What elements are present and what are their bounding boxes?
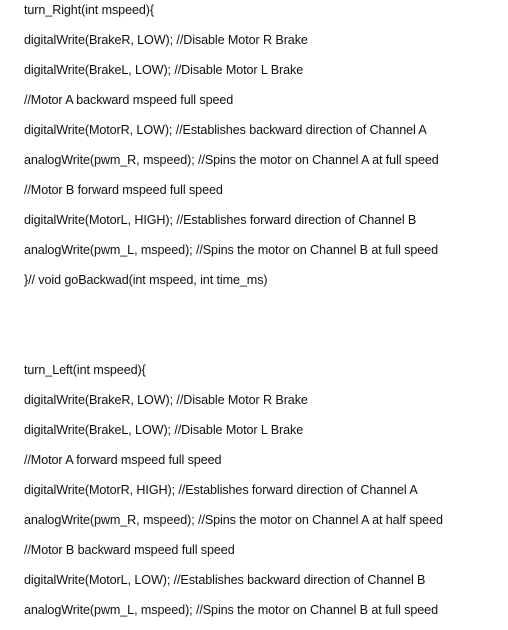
code-line-function-header: turn_Left(int mspeed){ bbox=[24, 363, 146, 377]
code-line: analogWrite(pwm_R, mspeed); //Spins the motor on Channel A at half speed bbox=[24, 513, 443, 527]
code-line-closing-brace: }// void goBackwad(int mspeed, int time_ms) bbox=[24, 273, 268, 287]
code-line: digitalWrite(MotorR, HIGH); //Establishes forward direction of Channel A bbox=[24, 483, 418, 497]
code-line: analogWrite(pwm_R, mspeed); //Spins the motor on Channel A at full speed bbox=[24, 153, 439, 167]
code-line-function-header: turn_Right(int mspeed){ bbox=[24, 3, 155, 17]
code-line: analogWrite(pwm_L, mspeed); //Spins the motor on Channel B at full speed bbox=[24, 603, 438, 617]
code-line: digitalWrite(BrakeL, LOW); //Disable Motor L Brake bbox=[24, 63, 304, 77]
code-line: digitalWrite(BrakeL, LOW); //Disable Motor L Brake bbox=[24, 423, 304, 437]
code-line: digitalWrite(BrakeR, LOW); //Disable Motor R Brake bbox=[24, 33, 308, 47]
code-line: digitalWrite(MotorR, LOW); //Establishes backward direction of Channel A bbox=[24, 123, 427, 137]
code-comment-line: //Motor B backward mspeed full speed bbox=[24, 543, 235, 557]
code-comment-line: //Motor B forward mspeed full speed bbox=[24, 183, 223, 197]
code-line: analogWrite(pwm_L, mspeed); //Spins the motor on Channel B at full speed bbox=[24, 243, 438, 257]
code-comment-line: //Motor A forward mspeed full speed bbox=[24, 453, 222, 467]
code-line: digitalWrite(MotorL, HIGH); //Establishes forward direction of Channel B bbox=[24, 213, 417, 227]
code-comment-line: //Motor A backward mspeed full speed bbox=[24, 93, 234, 107]
code-line: digitalWrite(BrakeR, LOW); //Disable Motor R Brake bbox=[24, 393, 308, 407]
code-line: digitalWrite(MotorL, LOW); //Establishes backward direction of Channel B bbox=[24, 573, 426, 587]
